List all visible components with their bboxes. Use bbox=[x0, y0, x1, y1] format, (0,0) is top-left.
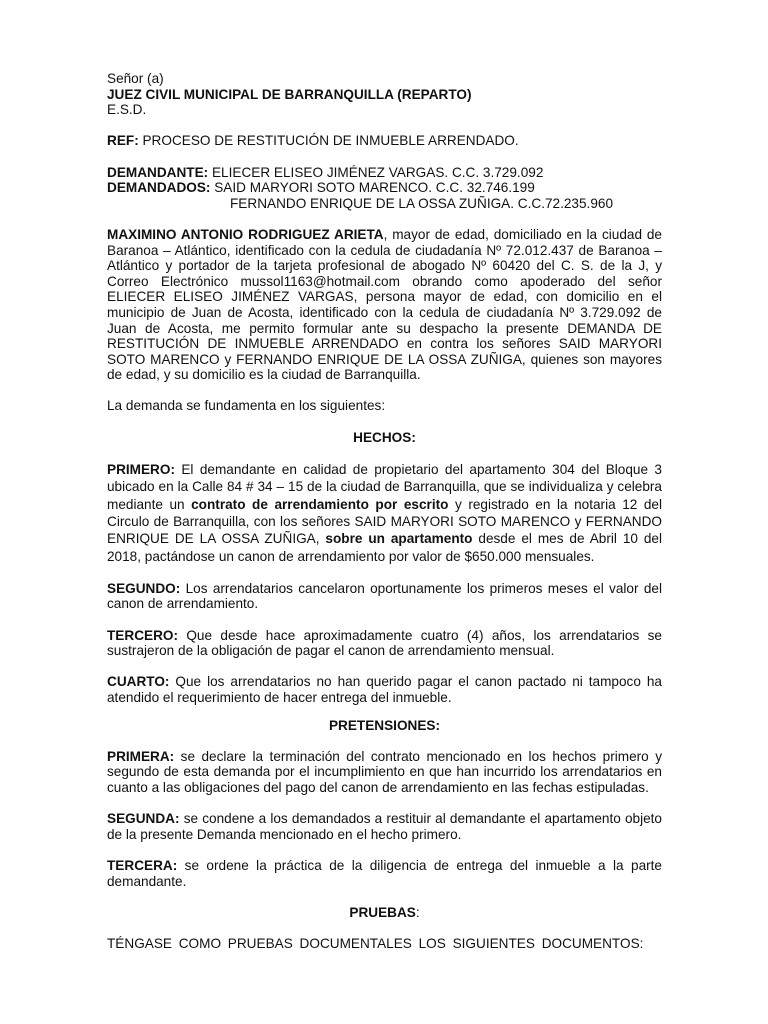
hecho-segundo bbox=[107, 581, 662, 612]
tercero-text: Que desde hace aproximadamente cuatro (4) años, los arrendatarios se sustrajeron de la obligación de pagar el canon de arrendamiento mensual. bbox=[107, 627, 662, 659]
plaintiff-line bbox=[107, 165, 662, 181]
defendant-1: SAID MARYORI SOTO MARENCO. C.C. 32.746.199 bbox=[210, 180, 535, 196]
cuarto-text: Que los arrendatarios no han querido pagar el canon pactado ni tampoco ha atendido el requerimiento de hacer entrega del inmueble. bbox=[107, 674, 662, 706]
defendants-line bbox=[107, 180, 662, 196]
pruebas-title-line bbox=[107, 905, 662, 921]
hecho-cuarto bbox=[107, 674, 662, 705]
plaintiff-value: ELIECER ELISEO JIMÉNEZ VARGAS. C.C. 3.729.092 bbox=[208, 164, 544, 180]
pruebas-title: PRUEBAS bbox=[349, 904, 416, 920]
tercera-text: se ordene la práctica de la diligencia de entrega del inmueble a la parte demandante. bbox=[107, 857, 662, 889]
pruebas-colon: : bbox=[415, 904, 420, 920]
segunda-label: SEGUNDA: bbox=[107, 811, 180, 827]
primera-label: PRIMERA: bbox=[107, 748, 175, 764]
ref-label: REF: bbox=[107, 133, 139, 149]
primera-text: se declare la terminación del contrato mencionado en los hechos primero y segundo de esta demanda por el incumplimiento en que han incurrido los arrendatarios en cuanto a las obligaciones del pago del canon de arrendamiento en las fechas estipuladas. bbox=[107, 748, 662, 795]
hecho-tercero bbox=[107, 628, 662, 659]
primero-text-1: El demandante en calidad de propietario del apartamento 304 del Bloque 3 ubicado en la Calle 84 # 34 – 15 de la ciudad de Barranquilla, que se individualiza y celebra mediante un bbox=[107, 461, 662, 512]
intro-paragraph bbox=[107, 227, 662, 383]
cuarto-label: CUARTO: bbox=[107, 674, 170, 690]
hechos-title: HECHOS: bbox=[353, 429, 416, 445]
segundo-text: Los arrendatarios cancelaron oportunamente los primeros meses el valor del canon de arrendamiento. bbox=[107, 580, 662, 612]
pretension-primera bbox=[107, 749, 662, 796]
defendants-label: DEMANDADOS: bbox=[107, 180, 211, 196]
segunda-text: se condene a los demandados a restituir al demandante el apartamento objeto de la presente Demanda mencionado en el hecho primero. bbox=[107, 811, 662, 842]
primero-bold-2: sobre un apartamento bbox=[325, 531, 473, 547]
salutation: Señor (a) bbox=[107, 71, 164, 86]
intro-text: , mayor de edad, domiciliado en la ciudad de Baranoa – Atlántico, identificado con la cedula de ciudadanía Nº 72.012.437 de Baranoa – Atlántico y portador de la tarjeta profesional de abogado Nº 60420 del C. S. de la J, y Correo Electrónico mussol1163@hotmail.com obrando como apoderado del señor ELIECER ELISEO JIMÉNEZ VARGAS, persona mayor de edad, con domicilio en el municipio de Juan de Acosta, identificado con la cedula de ciudadanía Nº 3.729.092 de Juan de Acosta, me permito formular ante su despacho la presente DEMANDA DE RESTITUCIÓN DE INMUEBLE ARRENDADO en contra los señores SAID MARYORI SOTO MARENCO y FERNANDO ENRIQUE DE LA OSSA ZUÑIGA, quienes son mayores de edad, y su domicilio es la ciudad de Barranquilla. bbox=[107, 226, 662, 383]
esd: E.S.D. bbox=[107, 102, 147, 118]
plaintiff-label: DEMANDANTE: bbox=[107, 164, 209, 180]
tercera-label: TERCERA: bbox=[107, 857, 178, 873]
pretension-tercera bbox=[107, 858, 662, 889]
segundo-label: SEGUNDO: bbox=[107, 580, 181, 596]
defendant-2: FERNANDO ENRIQUE DE LA OSSA ZUÑIGA. C.C.72.235.960 bbox=[230, 195, 614, 211]
primero-bold-1: contrato de arrendamiento por escrito bbox=[191, 496, 449, 512]
ref-text: PROCESO DE RESTITUCIÓN DE INMUEBLE ARRENDADO. bbox=[138, 133, 519, 149]
ref-line bbox=[107, 133, 662, 149]
attorney-name: MAXIMINO ANTONIO RODRIGUEZ ARIETA bbox=[107, 226, 384, 242]
pretension-segunda bbox=[107, 811, 662, 842]
pruebas-text: TÉNGASE COMO PRUEBAS DOCUMENTALES LOS SIGUIENTES DOCUMENTOS: bbox=[107, 935, 644, 951]
hecho-primero bbox=[107, 461, 662, 565]
tercero-label: TERCERO: bbox=[107, 627, 178, 643]
pretensiones-title: PRETENSIONES: bbox=[328, 717, 441, 733]
primero-label: PRIMERO: bbox=[107, 461, 175, 477]
document-page bbox=[107, 71, 662, 952]
primero-text-2: y registrado en la notaria 12 del Circulo de Barranquilla, con los señores SAID MARYORI SOTO MARENCO y FERNANDO ENRIQUE DE LA OSSA ZUÑIGA, bbox=[107, 496, 662, 547]
addressee: JUEZ CIVIL MUNICIPAL DE BARRANQUILLA (REPARTO) bbox=[107, 86, 472, 102]
basis-text: La demanda se fundamenta en los siguientes: bbox=[107, 398, 386, 414]
primero-text-3: desde el mes de Abril 10 del 2018, pactándose un canon de arrendamiento por valor de $650.000 mensuales. bbox=[107, 531, 662, 564]
